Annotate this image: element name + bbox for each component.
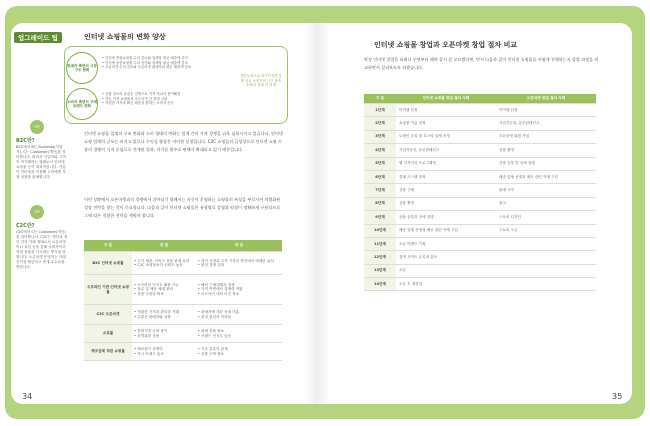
table-row: 7단계 상품 구매 판매 시작: [364, 184, 596, 197]
table-row: 8단계 상품 촬영 광고: [364, 197, 596, 210]
diagram-note: 생산능력으로 저가격정책 상품 공급 소비자의 니즈 충족 소매점 업체 간 경쟁: [240, 74, 282, 88]
header-mall-procedure: 인터넷 쇼핑몰 창업 절차 사례: [396, 94, 496, 104]
header-category: 구 분: [84, 240, 132, 252]
table-row: 11단계 오픈 이벤트 기획: [364, 237, 596, 250]
table-row: 6단계 결제 시스템 장착 배송 업체 선정과 배송 관련 자재 구입: [364, 170, 596, 183]
table-row: 14단계 오픈 후 재점검: [364, 278, 596, 291]
page-number-left: 34: [22, 392, 33, 401]
seller-side-circle: 판매자 측면의 시장 구조 변화: [66, 52, 98, 84]
table-row: 3단계 도메인 등록 및 호스팅 업체 선정 오픈마켓 회원 가입: [364, 130, 596, 143]
section-title-change: 인터넷 쇼핑몰의 변화 양상: [84, 33, 166, 41]
table-row: 소호몰 • 틈새시장 공략 용이 • 차별화된 상품 • 판매 상품 협소 • 브랜드 인지도 낮음: [84, 325, 282, 343]
header-pros: 장 점: [132, 240, 196, 252]
table-row: 4단계 사업자등록, 통신판매신고 상품 촬영: [364, 144, 596, 157]
b2c-description: B2C에서 B는 Business(사업자), C는 Customer(개인)를 의미합니다. 따라서 사업자와 고객이 직거래하는 형태로서 인터넷 쇼핑몰 등이 대표적입니다. 기업이 인터넷을 이용해 고객에게 직접 상품을 판매합니다.: [16, 145, 66, 179]
table-row: 제조업체 직판 쇼핑몰 • 제조원가 경쟁력 • 자사 브랜드 홍보 • 기존 유통망 관계 • 상품 구색 협소: [84, 343, 282, 361]
paragraph-1: 인터넷 쇼핑몰 업계의 구조 변화와 소비 형태의 변화는 업계 간의 가격 경쟁을 더욱 심화시키고 있습니다. 인터넷 쇼핑 업계의 규모는 커지고 있으나 수익성 향상은 미미한 실정입니다. C2C 쇼핑몰의 급성장으로 인터넷 쇼핑 시장의 경쟁이 가격 중심으로 전개된 결과, 저가를 위주로 판매가 확대되고 있기 때문입니다.: [84, 131, 283, 153]
table-row: 오프라인 기반 인터넷 쇼핑몰 • 오프라인 인지도 활용 가능 • 물류 및 배송 체계 완비 • 상품 다양성 확보 • 해외 구매대행과 경쟁 • 가격 측면에서 경쟁력 약함 • 오프라인 대비 마진 축소: [84, 275, 282, 305]
table-row: 12단계 검색 사이트 등록과 홍보: [364, 251, 596, 264]
header-cons: 약 점: [196, 240, 282, 252]
upgrade-tip-title: 업그레이드 팁: [14, 32, 62, 43]
mall-type-table: [84, 240, 282, 361]
book-spine: [304, 23, 330, 404]
consumer-side-items: • 상품 정보의 손쉬운 검색으로 가격 비교가 용이해짐 • 단일 가격 쇼핑몰과 오픈마켓 간 경쟁 심화 • 저렴한 가격과 빠른 배송을 원하는 소비자 증가: [102, 92, 181, 106]
procedure-intro: 막상 인터넷 창업을 하려니 무엇부터 해야 할지 잘 모르겠다면, 먼저 다음과 같이 인터넷 쇼핑몰을 어떻게 진행하는지 창업 과정을 비교하면서 살펴보도록 하겠습니다.: [364, 57, 599, 71]
header-step: 구 분: [364, 94, 396, 104]
paragraph-2: 이런 상황에서 오픈마켓과의 경쟁에서 살아남기 위해서는 자신이 운영하는 쇼핑몰의 특성을 부각시켜 차별화된 성장 전략을 찾는 것이 중요합니다. 다음과 같이 인터넷 쇼핑몰은 유형별로 강점과 약점이 명확하게 구분되므로 그에 따른 적합한 전략을 세워야 합니다.: [84, 197, 281, 219]
c2c-heading: C2C란?: [16, 223, 35, 229]
c2c-description: C2C에서 C는 Customer(개인)를 의미합니다. C2C는 개인과 개인 간의 거래 형태로서 오픈마켓이나 옥션 등을 통해 소비자끼리 직접 상품을 사고파는 방식을 말합니다. 오픈마켓 운영자는 거래 공간을 제공하고 중개 수수료를 받습니다.: [16, 230, 68, 269]
table-row: 13단계 오픈: [364, 264, 596, 277]
table-row: 5단계 웹 디자인과 프로그래밍 상품 등록 및 상세 설명: [364, 157, 596, 170]
table-row: 9단계 상품 등록과 상세 설명 스토어 디자인: [364, 211, 596, 224]
consumer-side-circle: 소비자 측면의 구매 트렌드 변화: [66, 88, 98, 120]
table-row: 1단계 아이템 선정 아이템 선정: [364, 104, 596, 117]
table-row: B2C 인터넷 쇼핑몰 • 고가 제품, 서비스 상품 판매 유리 • C2C 쇼핑몰보다 신뢰도 높음 • 저가 시장과 고가 시장의 중간에서 애매한 위치 • 원천 경쟁 심화: [84, 252, 282, 275]
table-row: C2C 오픈마켓 • 저렴한 가격과 편리한 거래 • 수많은 판매자와 상품 • 판매자에 대한 신뢰 미흡 • 품질 관리의 어려움: [84, 305, 282, 325]
tip-badge-icon: TIP: [30, 120, 44, 134]
seller-side-items: • 인터넷 종합쇼핑몰 수의 감소와 업체당 평균 매출액 증가 • 인터넷 전문쇼핑몰 수의 증가와 업체당 평균 매출액 감소 • 오픈마켓 수의 감소와 오픈마켓 판매자의 평균 매출액 감소: [102, 56, 192, 70]
table-row: 10단계 배송 업체 선정과 배송 관련 자재 구입 스토어 오픈: [364, 224, 596, 237]
section-title-procedure: 인터넷 쇼핑몰 창업과 오픈마켓 창업 절차 비교: [374, 41, 518, 49]
b2c-heading: B2C란?: [16, 138, 35, 144]
tip-badge-icon: TIP: [30, 205, 44, 219]
header-market-procedure: 오픈마켓 창업 절차 사례: [496, 94, 596, 104]
procedure-table: [364, 94, 596, 291]
table-row: 2단계 쇼핑몰 이름 선정 사업자등록, 통신판매신고: [364, 117, 596, 130]
page-number-right: 35: [612, 392, 623, 401]
